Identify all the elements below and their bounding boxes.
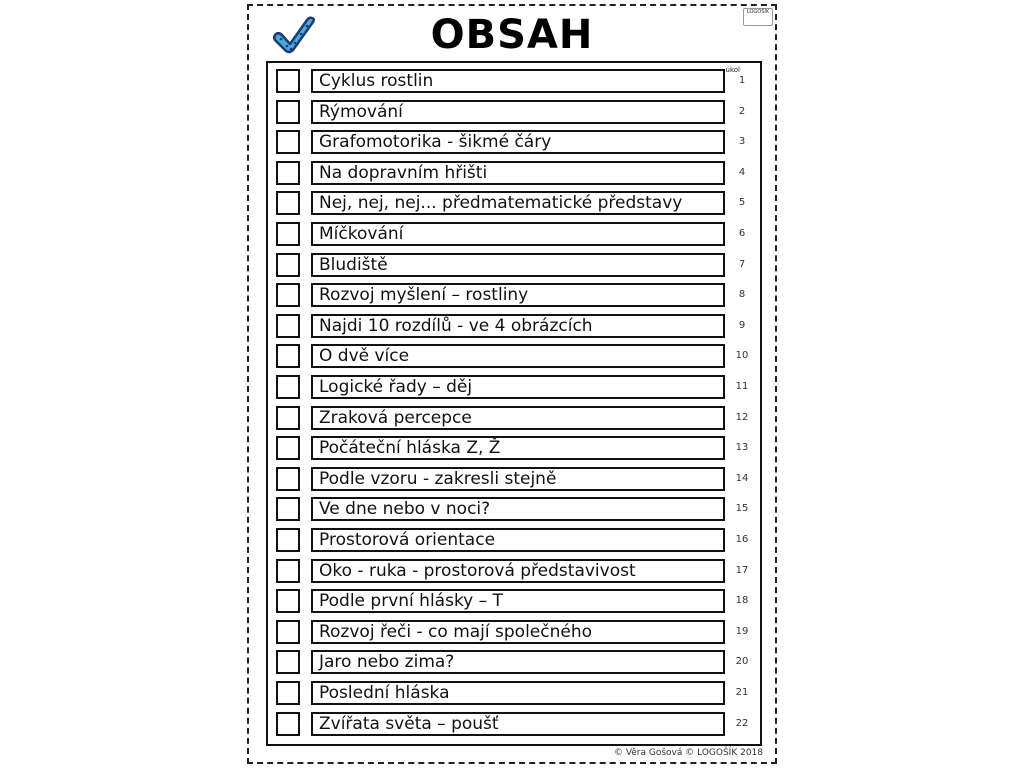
task-title: Bludiště xyxy=(311,253,725,277)
checkbox[interactable] xyxy=(276,69,300,93)
checkbox[interactable] xyxy=(276,130,300,154)
task-number: 3 xyxy=(738,136,746,148)
list-item xyxy=(276,283,752,309)
checkbox[interactable] xyxy=(276,620,300,644)
list-item xyxy=(276,100,752,126)
list-item xyxy=(276,161,752,187)
task-number: 17 xyxy=(735,564,749,576)
list-item xyxy=(276,406,752,432)
list-item xyxy=(276,436,752,462)
task-title: Oko - ruka - prostorová představivost xyxy=(311,559,725,583)
checkbox[interactable] xyxy=(276,436,300,460)
list-item xyxy=(276,69,752,95)
list-item xyxy=(276,559,752,585)
list-item xyxy=(276,130,752,156)
task-number: 8 xyxy=(738,289,746,301)
task-title: Míčkování xyxy=(311,222,725,246)
task-number: 21 xyxy=(735,687,749,698)
list-item xyxy=(276,681,752,707)
task-number: 7 xyxy=(738,258,746,270)
list-item xyxy=(276,344,752,370)
checkbox[interactable] xyxy=(276,589,300,613)
checkbox[interactable] xyxy=(276,681,300,705)
list-item xyxy=(276,191,752,217)
task-title: Rozvoj řeči - co mají společného xyxy=(311,620,725,644)
checkbox[interactable] xyxy=(276,314,300,338)
task-number: 15 xyxy=(735,503,749,515)
checkbox[interactable] xyxy=(276,559,300,583)
task-title: Podle vzoru - zakresli stejně xyxy=(311,467,725,491)
task-number: 19 xyxy=(735,625,749,637)
task-number: 2 xyxy=(738,105,746,117)
list-item xyxy=(276,467,752,493)
list-item xyxy=(276,253,752,279)
task-title: Najdi 10 rozdílů - ve 4 obrázcích xyxy=(311,314,725,338)
checkbox[interactable] xyxy=(276,406,300,430)
task-number: 6 xyxy=(738,228,746,239)
checkbox[interactable] xyxy=(276,528,300,552)
checkbox[interactable] xyxy=(276,161,300,185)
checkbox[interactable] xyxy=(276,712,300,736)
list-item xyxy=(276,314,752,340)
task-title: Jaro nebo zima? xyxy=(311,650,725,674)
copyright-footer: © Věra Gošová © LOGOŠÍK 2018 xyxy=(613,748,763,758)
task-title: Nej, nej, nej... předmatematické představy xyxy=(311,191,725,215)
list-item xyxy=(276,712,752,738)
task-title: Zraková percepce xyxy=(311,406,725,430)
task-title: Prostorová orientace xyxy=(311,528,725,552)
checkbox[interactable] xyxy=(276,650,300,674)
task-title: Zvířata světa – poušť xyxy=(311,712,725,736)
checkbox[interactable] xyxy=(276,100,300,124)
task-number: 9 xyxy=(738,319,746,331)
task-number: 11 xyxy=(735,381,749,392)
list-item xyxy=(276,222,752,248)
task-number: 22 xyxy=(735,717,749,729)
worksheet-page xyxy=(247,4,777,764)
checkbox[interactable] xyxy=(276,191,300,215)
task-title: Podle první hlásky – T xyxy=(311,589,725,613)
list-item xyxy=(276,620,752,646)
checkbox[interactable] xyxy=(276,467,300,491)
checkbox[interactable] xyxy=(276,253,300,277)
task-number: 5 xyxy=(738,197,746,209)
logo: LOGOŠÍK xyxy=(743,8,773,26)
list-item xyxy=(276,650,752,676)
list-item xyxy=(276,497,752,523)
checkbox[interactable] xyxy=(276,344,300,368)
task-title: Na dopravním hřišti xyxy=(311,161,725,185)
task-title: Logické řady – děj xyxy=(311,375,725,399)
task-title: Rozvoj myšlení – rostliny xyxy=(311,283,725,307)
task-title: Cyklus rostlin xyxy=(311,69,725,93)
task-number: 10 xyxy=(735,350,749,362)
task-number: 1 xyxy=(738,75,746,86)
checkbox[interactable] xyxy=(276,222,300,246)
task-number: 16 xyxy=(735,534,749,545)
task-title: Rýmování xyxy=(311,100,725,124)
task-number: 4 xyxy=(738,166,746,178)
task-title: Ve dne nebo v noci? xyxy=(311,497,725,521)
task-title: Poslední hláska xyxy=(311,681,725,705)
list-item xyxy=(276,528,752,554)
list-item xyxy=(276,375,752,401)
checkbox[interactable] xyxy=(276,283,300,307)
task-number: 14 xyxy=(735,472,749,484)
list-item xyxy=(276,589,752,615)
checkbox[interactable] xyxy=(276,497,300,521)
task-number: 12 xyxy=(735,411,749,423)
task-number: 13 xyxy=(735,442,749,454)
task-title: O dvě více xyxy=(311,344,725,368)
checkbox[interactable] xyxy=(276,375,300,399)
table-of-contents xyxy=(266,61,762,746)
task-title: Počáteční hláska Z, Ž xyxy=(311,436,725,460)
task-column-label: úkol xyxy=(725,66,740,74)
task-number: 20 xyxy=(735,656,749,668)
task-title: Grafomotorika - šikmé čáry xyxy=(311,130,725,154)
task-number: 18 xyxy=(735,595,749,607)
page-title: OBSAH xyxy=(430,12,594,58)
